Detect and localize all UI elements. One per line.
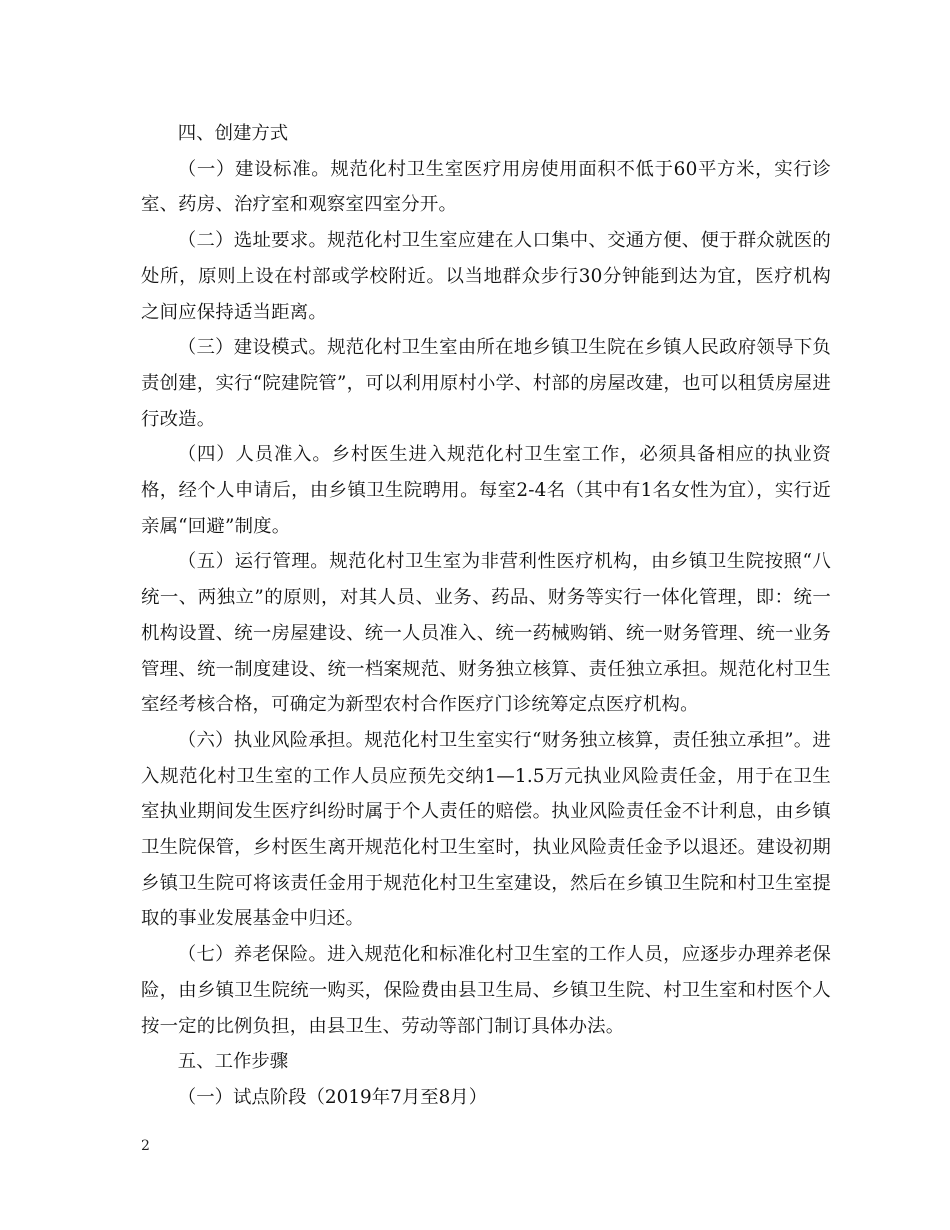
paragraph-construction-standard: （一）建设标准。规范化村卫生室医疗用房使用面积不低于60平方米，实行诊室、药房、治疗室和观察室四室分开。 <box>141 158 831 216</box>
subsection-heading-pilot: （一）试点阶段（2019年7月至8月） <box>177 1086 488 1108</box>
section-heading-5: 五、工作步骤 <box>177 1051 289 1073</box>
paragraph-practice-risk: （六）执业风险承担。规范化村卫生室实行“财务独立核算，责任独立承担”。进入规范化村卫生室的工作人员应预先交纳1—1.5万元执业风险责任金，用于在卫生室执业期间发生医疗纠纷时属于个人责任的赔偿。执业风险责任金不计利息，由乡镇卫生院保管，乡村医生离开规范化村卫生室时，执业风险责任金予以退还。建设初期乡镇卫生院可将该责任金用于规范化村卫生室建设，然后在乡镇卫生院和村卫生室提取的事业发展基金中归还。 <box>141 729 831 930</box>
paragraph-construction-mode: （三）建设模式。规范化村卫生室由所在地乡镇卫生院在乡镇人民政府领导下负责创建，实行“院建院管”，可以利用原村小学、村部的房屋改建，也可以租赁房屋进行改造。 <box>141 337 831 430</box>
paragraph-site-requirement: （二）选址要求。规范化村卫生室应建在人口集中、交通方便、便于群众就医的处所，原则上设在村部或学校附近。以当地群众步行30分钟能到达为宜，医疗机构之间应保持适当距离。 <box>141 230 831 323</box>
paragraph-pension-insurance: （七）养老保险。进入规范化和标准化村卫生室的工作人员，应逐步办理养老保险，由乡镇卫生院统一购买，保险费由县卫生局、乡镇卫生院、村卫生室和村医个人按一定的比例负担，由县卫生、劳动等部门制订具体办法。 <box>141 944 831 1037</box>
paragraph-operation-management: （五）运行管理。规范化村卫生室为非营利性医疗机构，由乡镇卫生院按照“八统一、两独立”的原则，对其人员、业务、药品、财务等实行一体化管理，即：统一机构设置、统一房屋建设、统一人员准入、统一药械购销、统一财务管理、统一业务管理、统一制度建设、统一档案规范、财务独立核算、责任独立承担。规范化村卫生室经考核合格，可确定为新型农村合作医疗门诊统筹定点医疗机构。 <box>141 551 831 716</box>
page-number: 2 <box>141 1138 150 1154</box>
document-body <box>141 116 831 1116</box>
paragraph-personnel-access: （四）人员准入。乡村医生进入规范化村卫生室工作，必须具备相应的执业资格，经个人申请后，由乡镇卫生院聘用。每室2-4名（其中有1名女性为宜），实行近亲属“回避”制度。 <box>141 444 831 537</box>
section-heading-4: 四、创建方式 <box>177 123 289 144</box>
